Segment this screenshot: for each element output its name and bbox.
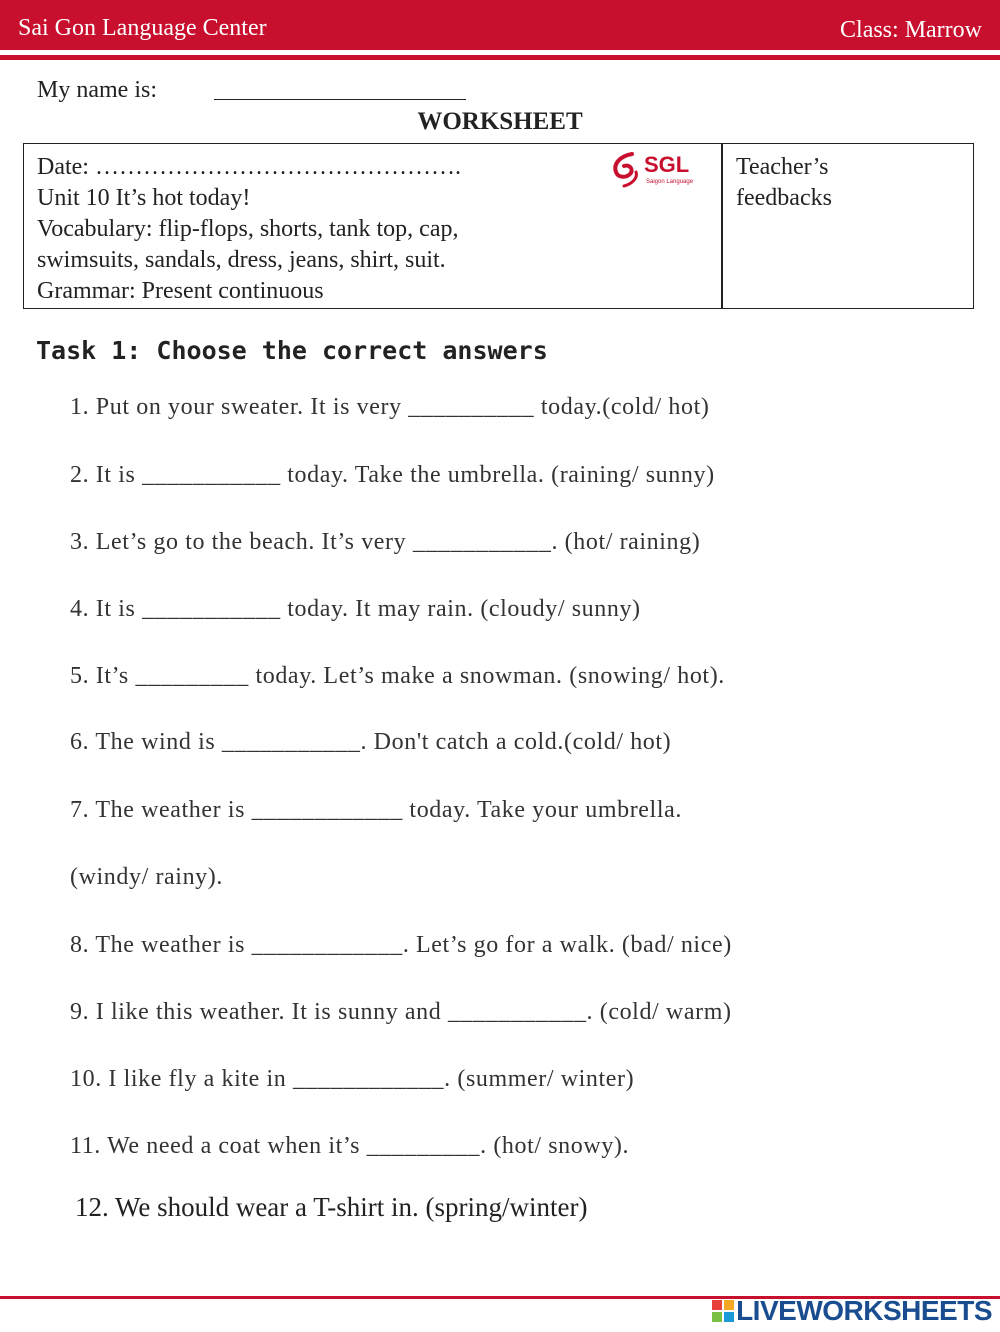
sgl-logo: [610, 150, 706, 190]
lesson-info: [37, 152, 461, 307]
unit-line: Unit 10 It’s hot today!: [37, 185, 251, 211]
question-5[interactable]: 5. It’s _________ today. Let’s make a snowman. (snowing/ hot).: [70, 663, 725, 689]
sgl-swirl-logo-icon: [610, 150, 644, 190]
table-divider: [721, 144, 723, 308]
vocabulary-line-2: swimsuits, sandals, dress, jeans, shirt, suit.: [37, 247, 446, 273]
vocabulary-line-1: Vocabulary: flip-flops, shorts, tank top, cap,: [37, 216, 459, 242]
logo-subtext: Saigon Language: [646, 179, 694, 185]
liveworksheets-brand: [712, 1296, 992, 1326]
task-1-title: Task 1: Choose the correct answers: [36, 336, 548, 365]
question-7-options: (windy/ rainy).: [70, 864, 223, 890]
question-8[interactable]: 8. The weather is ____________. Let’s go for a walk. (bad/ nice): [70, 932, 732, 958]
question-12[interactable]: 12. We should wear a T-shirt in. (spring/winter): [75, 1192, 588, 1222]
header-bar: [0, 0, 1000, 50]
class-label: Class: Marrow: [840, 17, 982, 43]
name-input-line[interactable]: [214, 99, 466, 100]
grammar-line: Grammar: Present continuous: [37, 278, 324, 304]
liveworksheets-logo-icon: [712, 1300, 734, 1322]
date-line: Date: ……………………………………….: [37, 154, 461, 180]
question-10[interactable]: 10. I like fly a kite in ____________. (summer/ winter): [70, 1066, 635, 1092]
question-11[interactable]: 11. We need a coat when it’s _________. (hot/ snowy).: [70, 1133, 630, 1159]
question-3[interactable]: 3. Let’s go to the beach. It’s very ___________. (hot/ raining): [70, 529, 701, 555]
school-name: Sai Gon Language Center: [18, 15, 267, 41]
teacher-feedback-line-2: feedbacks: [736, 185, 832, 211]
question-1[interactable]: 1. Put on your sweater. It is very __________ today.(cold/ hot): [70, 394, 710, 420]
question-6[interactable]: 6. The wind is ___________. Don't catch a cold.(cold/ hot): [70, 729, 672, 755]
question-2[interactable]: 2. It is ___________ today. Take the umbrella. (raining/ sunny): [70, 462, 715, 488]
question-7[interactable]: 7. The weather is ____________ today. Take your umbrella.: [70, 797, 682, 823]
teacher-feedback-line-1: Teacher’s: [736, 154, 829, 180]
question-4[interactable]: 4. It is ___________ today. It may rain. (cloudy/ sunny): [70, 596, 641, 622]
logo-text: SGL: [644, 152, 690, 177]
worksheet-title: WORKSHEET: [417, 108, 583, 135]
header-divider: [0, 55, 1000, 60]
question-9[interactable]: 9. I like this weather. It is sunny and ___________. (cold/ warm): [70, 999, 732, 1025]
info-table: [23, 143, 974, 309]
liveworksheets-text: LIVEWORKSHEETS: [736, 1295, 992, 1326]
teacher-feedback: [736, 152, 886, 214]
name-label: My name is:: [37, 77, 157, 103]
